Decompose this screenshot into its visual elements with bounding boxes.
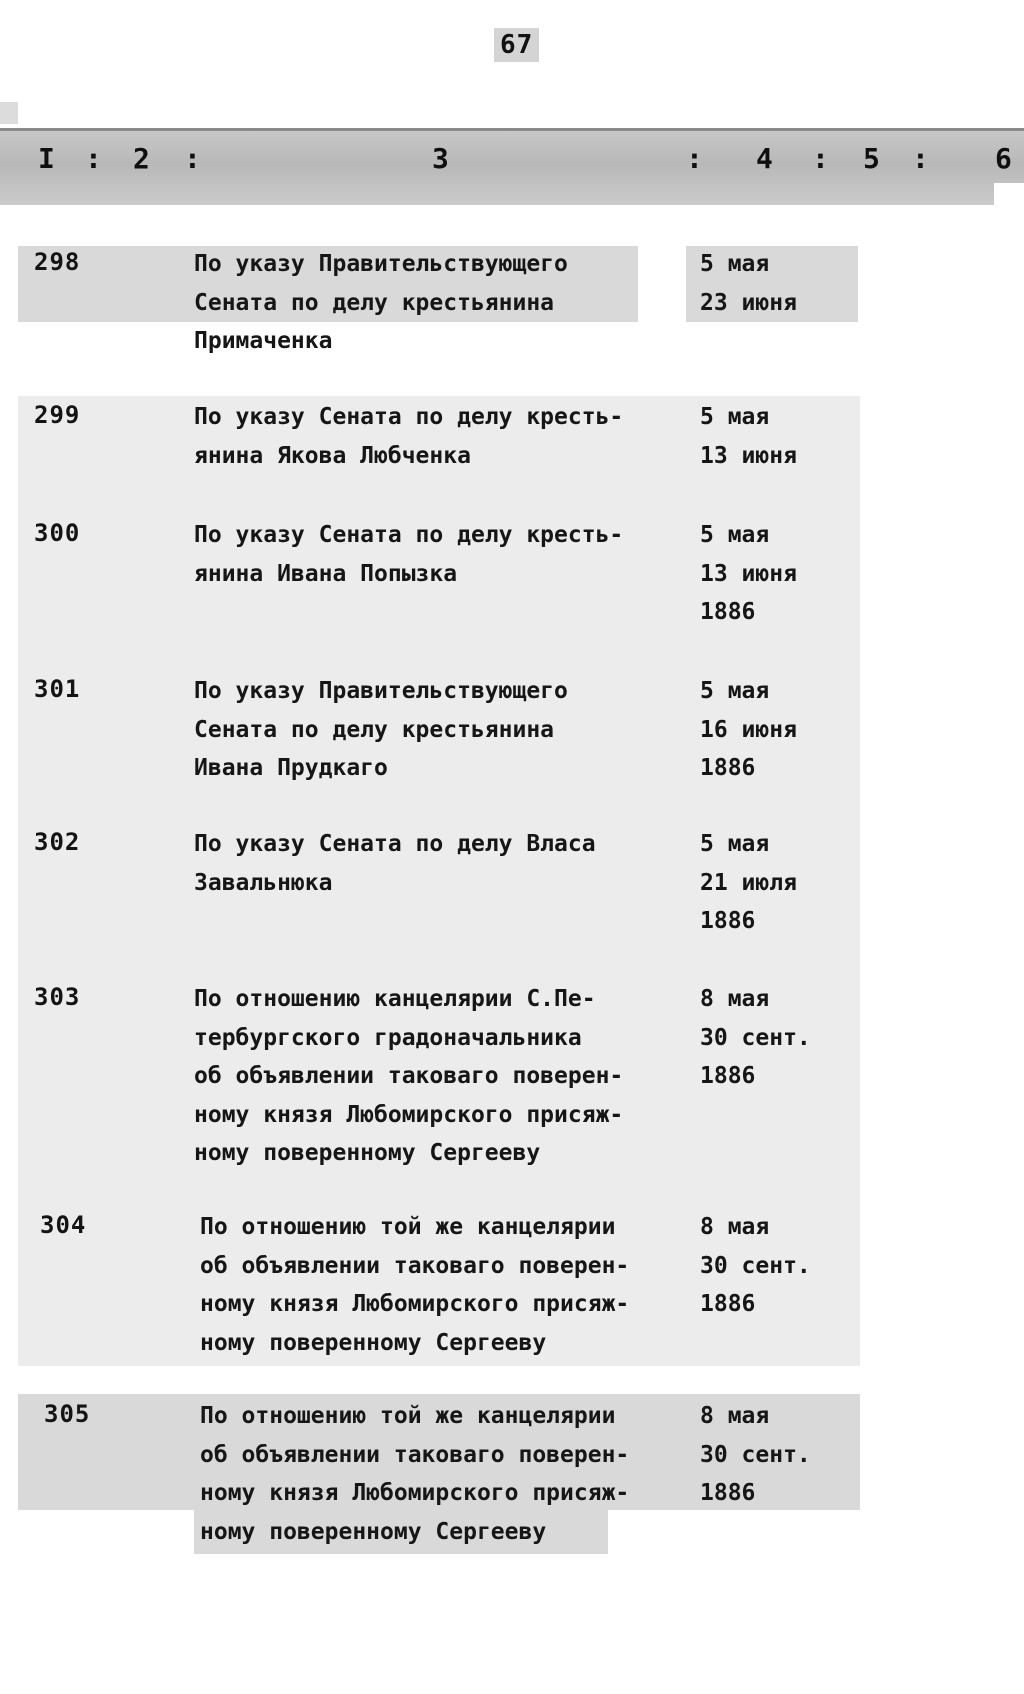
entry-number: 300 <box>34 519 81 547</box>
column-header-1: I <box>38 142 55 175</box>
entry-description <box>194 516 694 593</box>
scan-artifact <box>0 102 18 124</box>
date-line: 1886 <box>700 599 756 625</box>
text-line: По указу Сената по делу кресть- <box>194 522 624 548</box>
date-line: 1886 <box>700 908 756 934</box>
date-line: 5 мая <box>700 522 770 548</box>
entry-description <box>194 398 694 475</box>
column-separator: : <box>812 142 829 175</box>
date-line: 1886 <box>700 1291 756 1317</box>
entry-dates <box>700 1397 811 1513</box>
text-line: ному поверенному Сергееву <box>194 1140 541 1166</box>
column-header-4: 4 <box>756 142 773 175</box>
date-line: 30 сент. <box>700 1252 811 1279</box>
entry-dates <box>700 672 797 788</box>
entry-dates <box>700 825 797 941</box>
page-number: 67 <box>494 28 539 62</box>
text-line: Сената по делу крестьянина <box>194 716 555 743</box>
entry-number: 302 <box>34 828 81 856</box>
date-line: 30 сент. <box>700 1441 811 1468</box>
entry-description <box>200 1208 700 1362</box>
entry-dates <box>700 980 811 1096</box>
entry-number: 299 <box>34 401 81 429</box>
entry-description <box>200 1397 700 1551</box>
date-line: 16 июня <box>700 716 797 743</box>
entry-description <box>194 980 694 1173</box>
text-line: ному поверенному Сергееву <box>200 1518 547 1545</box>
entry-number: 303 <box>34 983 81 1011</box>
column-separator: : <box>184 142 201 175</box>
entry-dates <box>700 398 797 475</box>
date-line: 8 мая <box>700 986 770 1012</box>
text-line: По отношению той же канцелярии <box>200 1214 616 1240</box>
text-line: Завальнюка <box>194 869 333 896</box>
text-line: янина Ивана Попызка <box>194 560 458 587</box>
entry-number: 301 <box>34 675 81 703</box>
text-line: об объявлении таковаго поверен- <box>194 1063 624 1089</box>
date-line: 5 мая <box>700 251 770 277</box>
date-line: 1886 <box>700 1480 756 1506</box>
entry-description <box>194 825 694 902</box>
entry-number: 304 <box>40 1211 87 1239</box>
column-separator: : <box>686 142 703 175</box>
date-line: 30 сент. <box>700 1024 811 1051</box>
entry-dates <box>700 516 797 632</box>
date-line: 1886 <box>700 755 756 781</box>
date-line: 13 июня <box>700 442 797 469</box>
text-line: По отношению канцелярии С.Пе- <box>194 986 596 1012</box>
entry-dates <box>700 245 797 322</box>
scan-artifact <box>994 183 1024 207</box>
text-line: По отношению той же канцелярии <box>200 1403 616 1429</box>
text-line: По указу Правительствующего <box>194 251 568 277</box>
text-line: янина Якова Любченка <box>194 442 471 469</box>
text-line: Сената по делу крестьянина <box>194 289 555 316</box>
entry-number: 298 <box>34 248 81 276</box>
entry-description <box>194 672 694 788</box>
text-line: ному князя Любомирского присяж- <box>194 1101 624 1128</box>
date-line: 8 мая <box>700 1403 770 1429</box>
entry-description <box>194 245 694 361</box>
text-line: ному князя Любомирского присяж- <box>200 1291 630 1317</box>
text-line: об объявлении таковаго поверен- <box>200 1441 630 1468</box>
text-line: об объявлении таковаго поверен- <box>200 1252 630 1279</box>
text-line: ному поверенному Сергееву <box>200 1329 547 1356</box>
date-line: 21 июля <box>700 869 797 896</box>
column-header-5: 5 <box>863 142 880 175</box>
text-line: ному князя Любомирского присяж- <box>200 1480 630 1506</box>
text-line: По указу Сената по делу Власа <box>194 831 596 857</box>
date-line: 5 мая <box>700 831 770 857</box>
entry-number: 305 <box>44 1400 91 1428</box>
column-header-6: 6 <box>995 142 1012 175</box>
date-line: 1886 <box>700 1063 756 1089</box>
date-line: 23 июня <box>700 289 797 316</box>
text-line: По указу Правительствующего <box>194 678 568 704</box>
column-separator: : <box>85 142 102 175</box>
column-header-2: 2 <box>133 142 150 175</box>
date-line: 5 мая <box>700 404 770 430</box>
date-line: 5 мая <box>700 678 770 704</box>
entry-dates <box>700 1208 811 1324</box>
column-separator: : <box>912 142 929 175</box>
text-line: Примаченка <box>194 328 333 354</box>
column-header-3: 3 <box>432 142 449 175</box>
text-line: тербургского градоначальника <box>194 1024 582 1051</box>
date-line: 13 июня <box>700 560 797 587</box>
date-line: 8 мая <box>700 1214 770 1240</box>
text-line: Ивана Прудкаго <box>194 755 388 781</box>
text-line: По указу Сената по делу кресть- <box>194 404 624 430</box>
